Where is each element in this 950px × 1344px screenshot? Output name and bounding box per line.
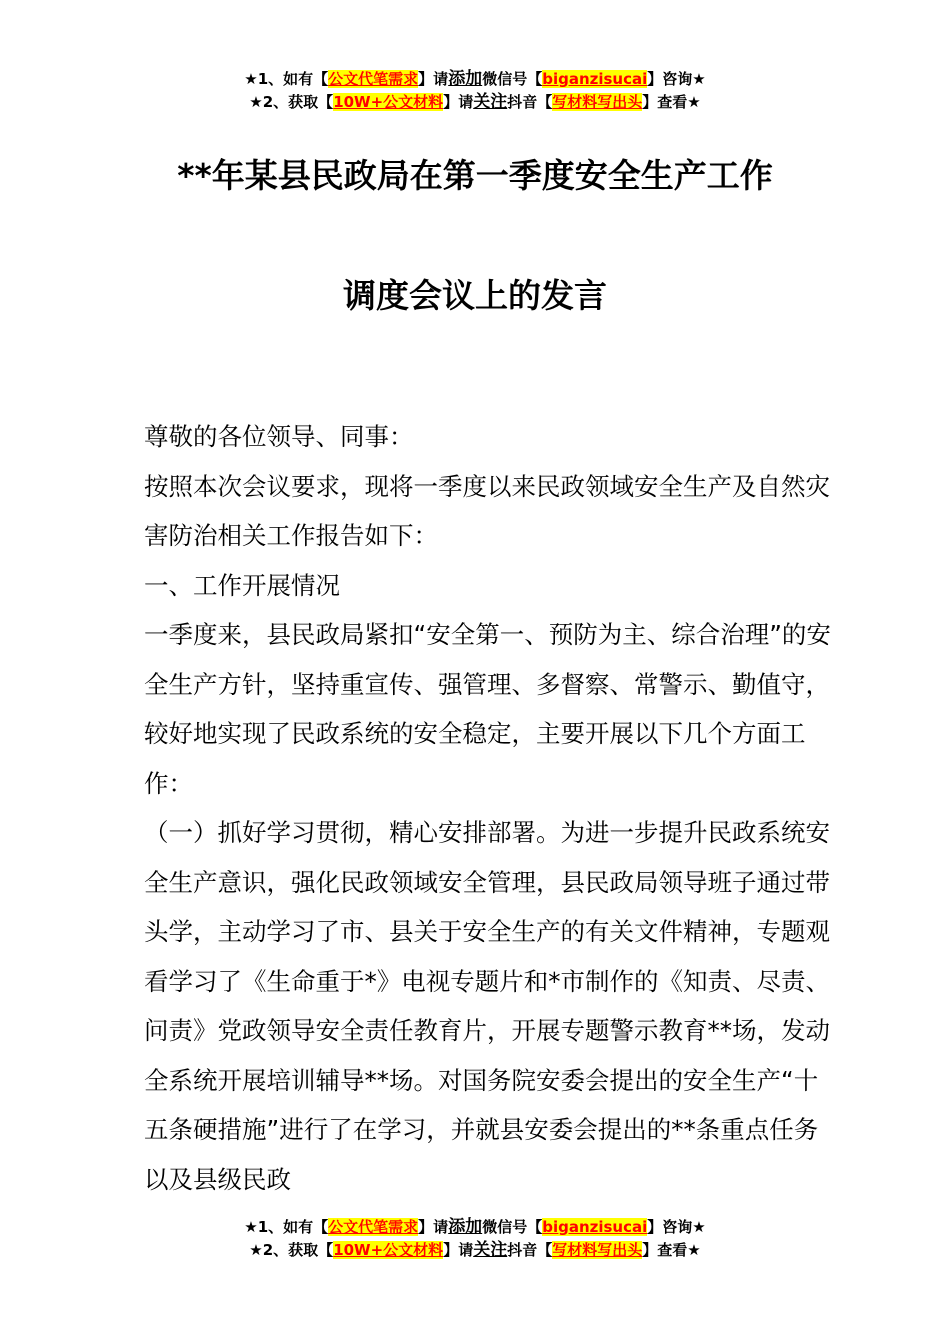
douyin-account: 写材料写出头 (552, 1241, 643, 1259)
banner-line-2: ★2、获取【10W+公文材料】请关注抖音【写材料写出头】查看★ (249, 1240, 701, 1260)
document-title-line-2: 调度会议上的发言 (343, 276, 607, 315)
emphasis-text: 关注 (473, 1240, 508, 1260)
highlight-text: 公文代笔需求 (328, 70, 419, 88)
emphasis-text: 添加 (448, 69, 483, 89)
emphasis-text: 添加 (448, 1217, 483, 1237)
banner-line-1: ★1、如有【公文代笔需求】请添加微信号【biganzisucai】咨询★ (244, 69, 706, 89)
paragraph: （一）抓好学习贯彻，精心安排部署。为进一步提升民政系统安全生产意识，强化民政领域安全管理，县民政局领导班子通过带头学，主动学习了市、县关于安全生产的有关文件精神，专题观看学习了《生命重于*》电视专题片和*市制作的《知责、尽责、问责》党政领导安全责任教育片，开展专题警示教育**场，发动全系统开展培训辅导**场。对国务院安委会提出的安全生产“十五条硬措施”进行了在学习，并就县安委会提出的**条重点任务以及县级民政 (144, 818, 830, 1194)
document-title-line-1: **年某县民政局在第一季度安全生产工作 (177, 156, 773, 195)
highlight-text: 10W+公文材料 (333, 93, 444, 111)
douyin-account: 写材料写出头 (552, 93, 643, 111)
section-heading: 一、工作开展情况 (144, 570, 340, 600)
banner-line-2: ★2、获取【10W+公文材料】请关注抖音【写材料写出头】查看★ (249, 92, 701, 112)
emphasis-text: 关注 (473, 92, 508, 112)
wechat-id: biganzisucai (542, 70, 648, 88)
paragraph: 按照本次会议要求，现将一季度以来民政领域安全生产及自然灾害防治相关工作报告如下： (144, 471, 830, 550)
document-body (144, 412, 834, 1204)
highlight-text: 10W+公文材料 (333, 1241, 444, 1259)
banner-line-1: ★1、如有【公文代笔需求】请添加微信号【biganzisucai】咨询★ (244, 1217, 706, 1237)
salutation: 尊敬的各位领导、同事： (144, 422, 414, 451)
bottom-banner (0, 1216, 950, 1262)
top-banner (0, 68, 950, 114)
paragraph: 一季度来，县民政局紧扣“安全第一、预防为主、综合治理”的安全生产方针，坚持重宣传、强管理、多督察、常警示、勤值守，较好地实现了民政系统的安全稳定，主要开展以下几个方面工作： (144, 620, 831, 798)
highlight-text: 公文代笔需求 (328, 1218, 419, 1236)
wechat-id: biganzisucai (542, 1218, 648, 1236)
